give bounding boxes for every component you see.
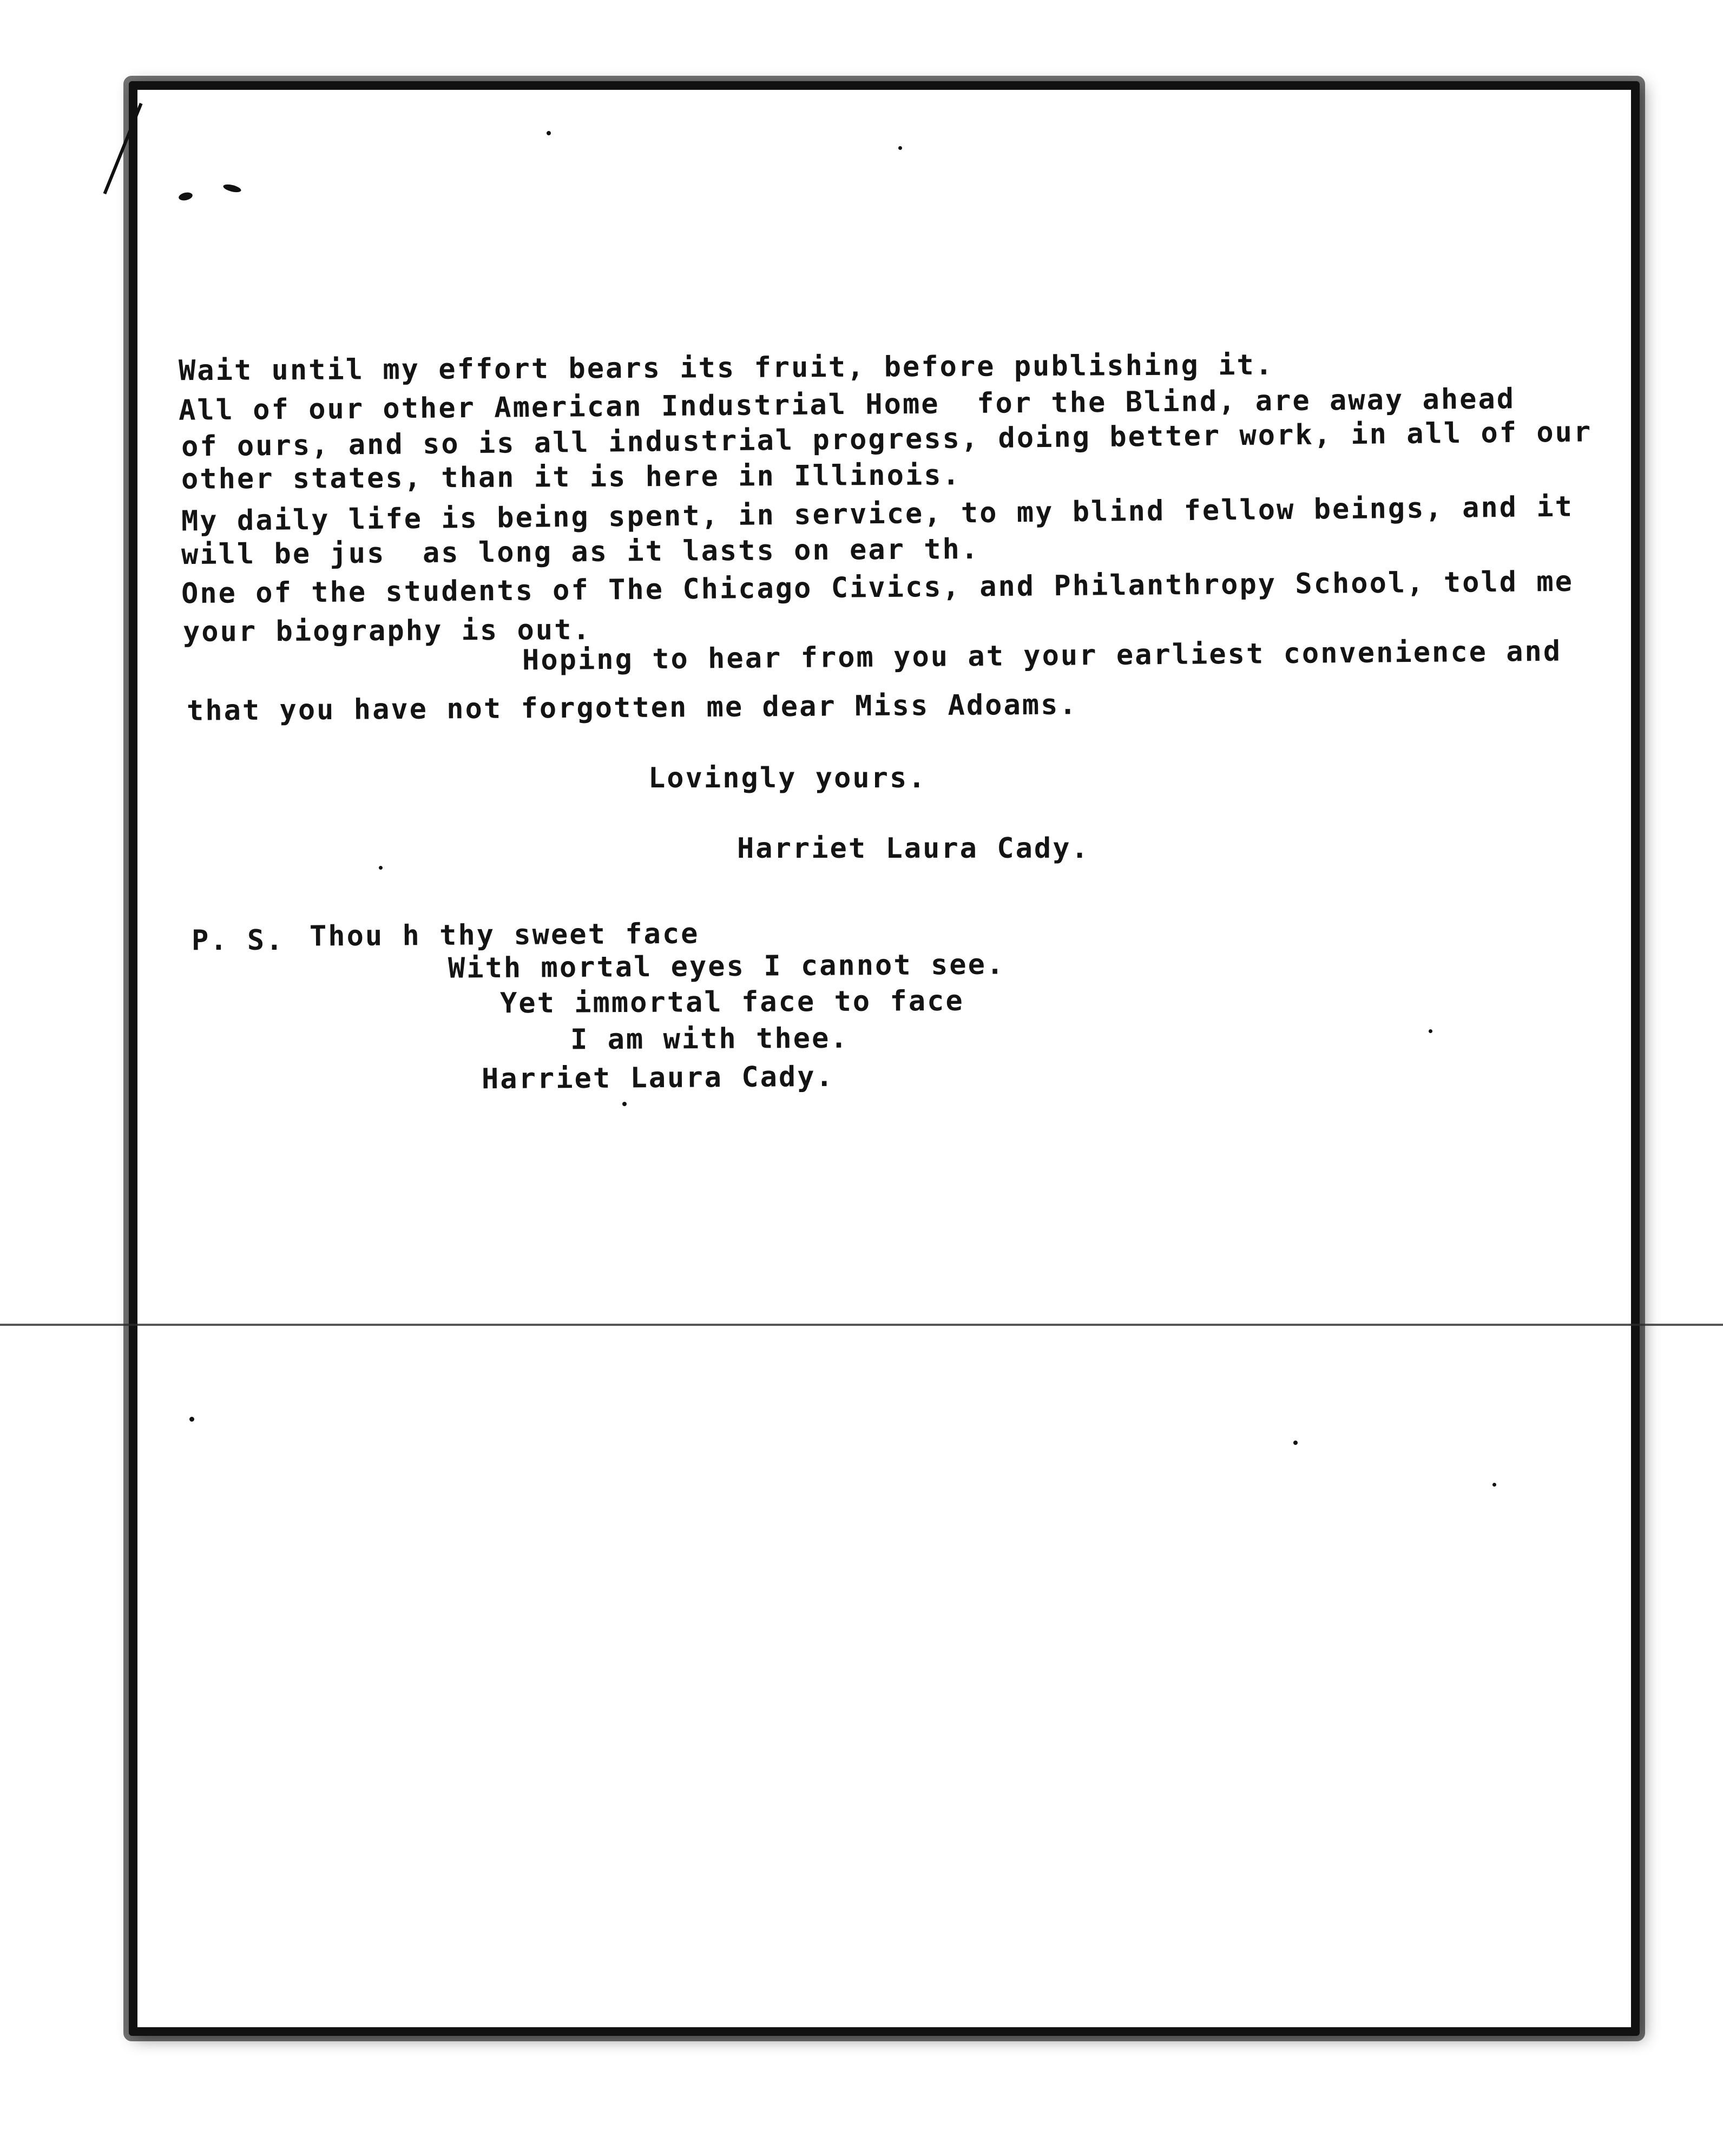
ink-speck (898, 146, 902, 150)
ink-speck (1293, 1441, 1298, 1445)
closing: Lovingly yours. (648, 762, 927, 794)
body-line-5: My daily life is being spent, in service, to my blind fellow beings, and it (181, 490, 1574, 538)
ink-speck (1492, 1483, 1496, 1487)
body-line-9: Hoping to hear from you at your earliest convenience and (522, 635, 1562, 677)
postscript-line-2: With mortal eyes I cannot see. (448, 948, 1005, 985)
signature: Harriet Laura Cady. (737, 832, 1090, 865)
body-line-8: your biography is out. (182, 614, 591, 648)
body-line-1: Wait until my effort bears its fruit, before publishing it. (178, 349, 1274, 387)
body-line-4: other states, than it is here in Illinois. (181, 459, 962, 496)
body-line-7: One of the students of The Chicago Civics, and Philanthropy School, told me (181, 565, 1574, 610)
postscript-label: P. S. (192, 924, 285, 957)
postscript-line-1: Thou h thy sweet face (309, 917, 700, 953)
postscript-signature: Harriet Laura Cady. (481, 1060, 835, 1096)
body-line-3: of ours, and so is all industrial progress, doing better work, in all of our (181, 416, 1593, 463)
ink-speck (622, 1102, 627, 1106)
ink-speck (1429, 1029, 1432, 1033)
body-line-6: will be jus as long as it lasts on ear th. (181, 533, 980, 571)
ink-speck (189, 1417, 194, 1422)
body-line-2: All of our other American Industrial Home for the Blind, are away ahead (178, 383, 1516, 427)
ink-speck (547, 131, 551, 135)
ink-speck (379, 866, 383, 870)
body-line-10: that you have not forgotten me dear Miss Adoams. (186, 688, 1078, 727)
postscript-line-3: Yet immortal face to face (499, 984, 964, 1020)
postscript-line-4: I am with thee. (570, 1022, 849, 1056)
fold-line (0, 1324, 1723, 1326)
